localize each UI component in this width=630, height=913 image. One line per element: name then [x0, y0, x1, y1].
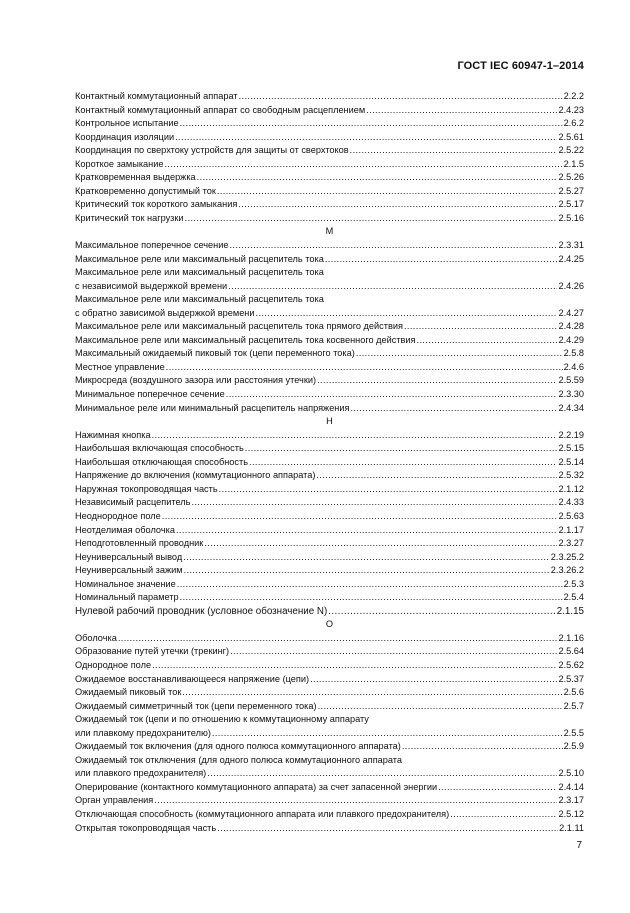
index-entry	[75, 808, 584, 822]
entry-term: или плавкого предохранителя)	[75, 768, 207, 779]
dot-leader	[184, 564, 550, 578]
entry-term: Напряжение до включения (коммутационного аппарата)	[75, 470, 316, 481]
dot-leader	[318, 700, 563, 714]
index-entry-first-line: Ожидаемый ток отключения (для одного полюса коммутационного аппарата	[75, 754, 403, 765]
entry-reference: 2.3.30	[558, 389, 584, 400]
entry-reference: 2.4.33	[558, 497, 584, 508]
dot-leader	[162, 510, 558, 524]
index-entry	[75, 659, 584, 673]
entry-reference: 2.5.64	[558, 646, 584, 657]
index-entry	[75, 374, 584, 388]
dot-leader	[118, 632, 558, 646]
entry-term: Местное управление	[75, 361, 165, 372]
entry-reference: 2.5.9	[563, 741, 584, 752]
index-entry	[75, 822, 584, 836]
entry-reference: 2.5.5	[563, 727, 584, 738]
dot-leader	[350, 144, 558, 158]
dot-leader	[176, 524, 558, 538]
index-entry	[75, 361, 584, 375]
dot-leader	[317, 374, 557, 388]
index-entry-first-line: Максимальное реле или максимальный расцепитель тока	[75, 294, 324, 305]
dot-leader	[325, 253, 558, 267]
index-entry	[75, 767, 584, 781]
dot-leader	[217, 822, 558, 836]
entry-term: или плавкому предохранителю)	[75, 727, 211, 738]
dot-leader	[212, 727, 563, 741]
section-letter: M	[325, 226, 334, 237]
entry-reference: 2.5.16	[558, 212, 584, 223]
entry-term: Оболочка	[75, 632, 117, 643]
index-entry	[75, 645, 584, 659]
entry-term: Номинальный параметр	[75, 592, 179, 603]
index-entry	[75, 686, 584, 700]
entry-term: Независимый расцепитель	[75, 497, 191, 508]
entry-reference: 2.4.29	[558, 334, 584, 345]
index-entry	[75, 144, 584, 158]
index-entry	[75, 740, 584, 754]
entry-reference: 2.5.4	[563, 592, 584, 603]
entry-term: Отключающая способность (коммутационного аппарата или плавкого предохранителя)	[75, 808, 450, 819]
index-entry	[75, 104, 584, 118]
dot-leader	[356, 347, 563, 361]
dot-leader	[152, 429, 558, 443]
entry-term: Кратковременная выдержка	[75, 172, 196, 183]
index-entry-first-line: Максимальное реле или максимальный расцепитель тока	[75, 267, 324, 278]
entry-term: Нулевой рабочий проводник (условное обозначение N)	[75, 605, 328, 617]
dot-leader	[166, 361, 563, 375]
entry-reference: 2.1.12	[558, 483, 584, 494]
dot-leader	[450, 808, 557, 822]
entry-reference: 2.3.31	[558, 240, 584, 251]
entry-term: Максимальное реле или максимальный расцепитель тока косвенного действия	[75, 334, 416, 345]
index-entry	[75, 171, 584, 185]
entry-term: Орган управления	[75, 795, 154, 806]
entry-term: Неподготовленный проводник	[75, 538, 204, 549]
index-entry	[75, 469, 584, 483]
index-entry	[75, 700, 584, 714]
index-entry	[75, 442, 584, 456]
entry-term: Минимальное поперечное сечение	[75, 389, 225, 400]
entry-term: Максимальное поперечное сечение	[75, 240, 229, 251]
entry-reference: 2.5.3	[563, 578, 584, 589]
entry-term: Наибольшая включающая способность	[75, 443, 244, 454]
entry-reference: 2.5.7	[563, 700, 584, 711]
index-entry	[75, 117, 584, 131]
entry-reference: 2.1.11	[559, 822, 584, 833]
index-entry	[75, 307, 584, 321]
index-entry	[75, 198, 584, 212]
index-entry	[75, 402, 584, 416]
dot-leader	[207, 767, 557, 781]
entry-reference: 2.5.32	[558, 470, 584, 481]
entry-term: Неуниверсальный зажим	[75, 565, 183, 576]
entry-reference: 2.4.25	[558, 253, 584, 264]
index-entry	[75, 429, 584, 443]
entry-term: Образование путей утечки (трекинг)	[75, 646, 230, 657]
dot-leader	[249, 456, 557, 470]
entry-reference: 2.5.61	[558, 131, 584, 142]
entry-reference: 2.1.15	[556, 605, 584, 617]
entry-reference: 2.5.6	[563, 687, 584, 698]
entry-reference: 2.5.26	[558, 172, 584, 183]
dot-leader	[228, 280, 557, 294]
entry-reference: 2.4.34	[558, 402, 584, 413]
index-entry	[75, 673, 584, 687]
entry-term: Контактный коммутационный аппарат со свободным расцеплением	[75, 104, 366, 115]
index-entry	[75, 537, 584, 551]
entry-reference: 2.5.59	[558, 375, 584, 386]
dot-leader	[366, 104, 557, 118]
dot-leader	[404, 320, 558, 334]
entry-reference: 2.5.62	[558, 659, 584, 670]
index-entry	[75, 551, 584, 565]
entry-reference: 2.5.15	[558, 443, 584, 454]
dot-leader	[402, 740, 563, 754]
index-entry	[75, 347, 584, 361]
dot-leader	[256, 307, 558, 321]
entry-term: Открытая токопроводящая часть	[75, 822, 217, 833]
index-entry	[75, 564, 584, 578]
entry-term: Кратковременно допустимый ток	[75, 185, 216, 196]
entry-term: Ожидаемый пиковый ток	[75, 687, 182, 698]
entry-term: с независимой выдержкой времени	[75, 280, 228, 291]
entry-term: Ожидаемый ток включения (для одного полюса коммутационного аппарата)	[75, 741, 401, 752]
index-entry	[75, 388, 584, 402]
entry-term: Наружная токопроводящая часть	[75, 483, 218, 494]
entry-reference: 2.4.23	[558, 104, 584, 115]
dot-leader	[229, 239, 557, 253]
entry-reference: 2.3.27	[558, 538, 584, 549]
index-entry	[75, 496, 584, 510]
entry-reference: 2.4.28	[558, 321, 584, 332]
entry-reference: 2.5.10	[558, 768, 584, 779]
entry-term: Ожидаемое восстанавливающееся напряжение (цепи)	[75, 673, 310, 684]
entry-term: Максимальное реле или максимальный расцепитель тока прямого действия	[75, 321, 403, 332]
entry-term: Нажимная кнопка	[75, 429, 151, 440]
entry-reference: 2.5.37	[558, 673, 584, 684]
entry-reference: 2.2.2	[563, 91, 584, 101]
index-entry	[75, 131, 584, 145]
entry-reference: 2.4.27	[558, 307, 584, 318]
entry-reference: 2.5.27	[558, 185, 584, 196]
entry-reference: 2.3.26.2	[550, 565, 584, 576]
entry-term: Оперирование (контактного коммутационного аппарата) за счет запасенной энергии	[75, 781, 438, 792]
dot-leader	[238, 198, 557, 212]
dot-leader	[245, 442, 558, 456]
alphabetical-index	[75, 90, 584, 835]
entry-reference: 2.4.6	[563, 361, 584, 372]
dot-leader	[175, 131, 557, 145]
index-entry	[75, 605, 584, 619]
entry-term: с обратно зависимой выдержкой времени	[75, 307, 255, 318]
index-entry	[75, 591, 584, 605]
entry-term: Координация по сверхтоку устройств для защиты от сверхтоков	[75, 145, 349, 156]
entry-reference: 2.1.5	[563, 158, 584, 169]
dot-leader	[152, 659, 557, 673]
entry-term: Короткое замыкание	[75, 158, 164, 169]
entry-term: Неоднородное поле	[75, 510, 161, 521]
dot-leader	[351, 402, 558, 416]
entry-term: Микросреда (воздушного зазора или расстояния утечки)	[75, 375, 317, 386]
index-entry	[75, 794, 584, 808]
dot-leader	[164, 158, 562, 172]
entry-reference: 2.5.22	[558, 145, 584, 156]
index-entry	[75, 253, 584, 267]
index-entry	[75, 632, 584, 646]
entry-reference: 2.3.25.2	[550, 551, 584, 562]
document-header: ГОСТ IEC 60947-1–2014	[457, 60, 584, 72]
dot-leader	[316, 469, 557, 483]
entry-term: Критический ток короткого замыкания	[75, 199, 238, 210]
entry-term: Ожидаемый симметричный ток (цепи переменного тока)	[75, 700, 317, 711]
entry-term: Однородное поле	[75, 659, 152, 670]
index-entry	[75, 158, 584, 172]
dot-leader	[180, 591, 563, 605]
index-entry-first-line: Ожидаемый ток (цепи и по отношению к коммутационному аппарату	[75, 714, 369, 725]
index-entry	[75, 280, 584, 294]
index-entry	[75, 456, 584, 470]
dot-leader	[230, 645, 557, 659]
entry-term: Неотделимая оболочка	[75, 524, 175, 535]
entry-term: Неуниверсальный вывод	[75, 551, 183, 562]
entry-reference: 2.3.17	[558, 795, 584, 806]
entry-term: Наибольшая отключающая способность	[75, 456, 248, 467]
dot-leader	[197, 171, 558, 185]
dot-leader	[204, 537, 557, 551]
entry-term: Максимальное реле или максимальный расцепитель тока	[75, 253, 324, 264]
dot-leader	[226, 388, 558, 402]
entry-reference: 2.1.16	[558, 632, 584, 643]
dot-leader	[328, 605, 556, 619]
entry-term: Контактный коммутационный аппарат	[75, 91, 238, 101]
index-entry	[75, 510, 584, 524]
dot-leader	[417, 334, 558, 348]
index-entry	[75, 185, 584, 199]
index-entry	[75, 483, 584, 497]
entry-term: Координация изоляции	[75, 131, 175, 142]
dot-leader	[177, 578, 563, 592]
dot-leader	[185, 212, 558, 226]
dot-leader	[182, 686, 562, 700]
index-entry	[75, 212, 584, 226]
index-entry	[75, 320, 584, 334]
entry-term: Критический ток нагрузки	[75, 212, 184, 223]
entry-term: Номинальное значение	[75, 578, 176, 589]
dot-leader	[154, 794, 557, 808]
dot-leader	[180, 117, 563, 131]
entry-reference: 2.2.19	[558, 429, 584, 440]
entry-reference: 2.5.12	[558, 808, 584, 819]
dot-leader	[217, 185, 558, 199]
entry-reference: 2.6.2	[563, 118, 584, 129]
entry-reference: 2.4.26	[558, 280, 584, 291]
section-letter: О	[325, 619, 334, 630]
entry-reference: 2.5.17	[558, 199, 584, 210]
dot-leader	[239, 90, 563, 104]
entry-reference: 2.5.14	[558, 456, 584, 467]
index-entry	[75, 578, 584, 592]
page-number: 7	[576, 840, 582, 851]
index-entry	[75, 239, 584, 253]
dot-leader	[219, 483, 558, 497]
dot-leader	[438, 781, 557, 795]
dot-leader	[310, 673, 557, 687]
entry-term: Контрольное испытание	[75, 118, 179, 129]
dot-leader	[183, 551, 550, 565]
entry-reference: 2.4.14	[558, 781, 584, 792]
entry-reference: 2.5.8	[563, 348, 584, 359]
entry-term: Минимальное реле или минимальный расцепитель напряжения	[75, 402, 350, 413]
index-entry	[75, 524, 584, 538]
index-entry	[75, 90, 584, 104]
index-entry	[75, 781, 584, 795]
entry-term: Максимальный ожидаемый пиковый ток (цепи переменного тока)	[75, 348, 355, 359]
entry-reference: 2.5.63	[558, 510, 584, 521]
dot-leader	[191, 496, 557, 510]
section-letter: Н	[326, 416, 333, 427]
index-entry	[75, 334, 584, 348]
entry-reference: 2.1.17	[558, 524, 584, 535]
index-entry	[75, 727, 584, 741]
